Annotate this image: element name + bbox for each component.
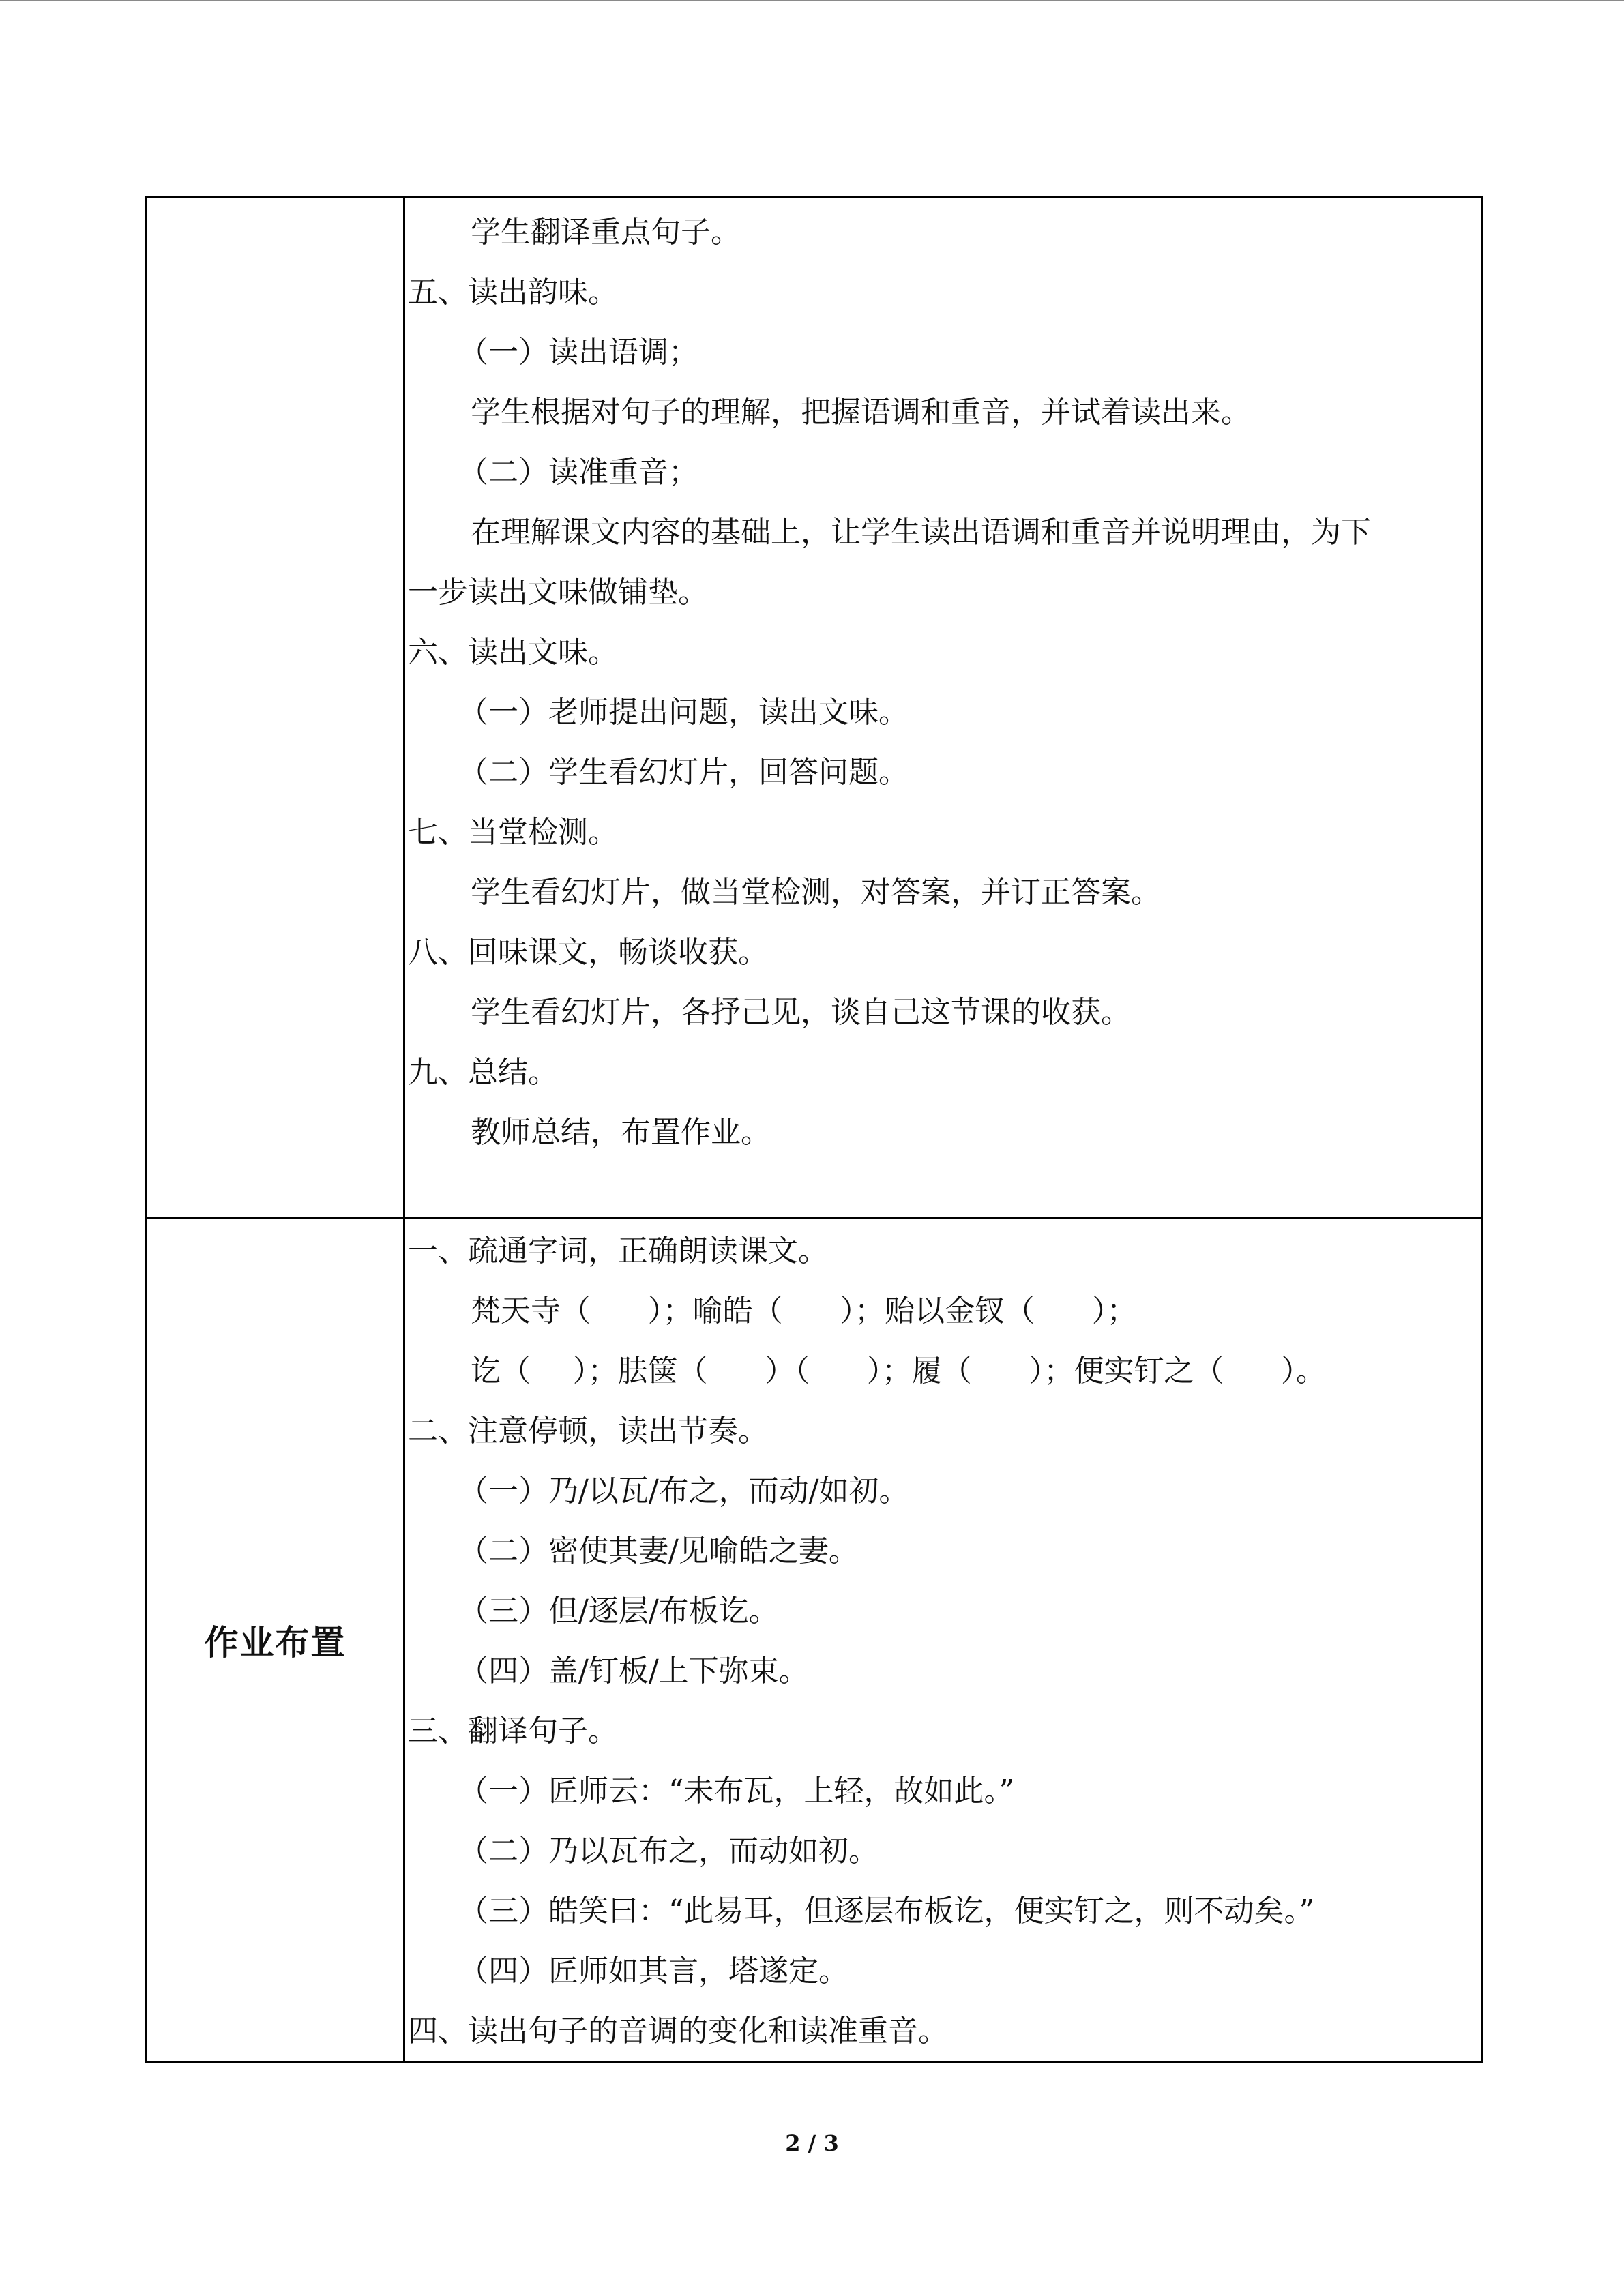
process-line-5: （二）读准重音；	[458, 455, 698, 490]
translate-item-2: （二）乃以瓦布之，而动如初。	[458, 1834, 879, 1868]
vocab-fantiansi: 梵天寺（	[471, 1294, 591, 1328]
homework-item-4: 四、读出句子的音调的变化和读准重音。	[408, 2014, 948, 2048]
teaching-process-label	[147, 198, 403, 1217]
homework-row	[147, 1218, 1483, 2063]
process-line-1: 学生翻译重点句子。	[471, 215, 741, 250]
homework-lines	[405, 1219, 1481, 2061]
translate-item-4: （四）匠师如其言，塔遂定。	[458, 1954, 848, 1988]
vocab-row-1	[405, 1281, 1481, 1341]
process-line-16: 教师总结，布置作业。	[471, 1115, 771, 1150]
vocab-close: ）。	[1280, 1354, 1326, 1388]
homework-label-cell	[147, 1218, 404, 2063]
vocab-yiyijinchai: 贻以金钗（	[885, 1294, 1035, 1328]
homework-item-1: 一、疏通字词，正确朗读课文。	[408, 1234, 828, 1268]
page-top-border	[0, 0, 1624, 1]
process-line-6: 在理解课文内容的基础上，让学生读出语调和重音并说明理由，为下	[471, 515, 1371, 550]
teaching-process-label-cell	[147, 197, 404, 1218]
translate-item-1: （一）匠师云：“未布瓦，上轻，故如此。”	[458, 1774, 1014, 1808]
homework-item-3: 三、翻译句子。	[408, 1714, 618, 1748]
pause-item-3: （三）但/逐层/布板讫。	[458, 1594, 779, 1628]
process-line-3: （一）读出语调；	[458, 335, 698, 370]
pause-item-1: （一）乃/以瓦/布之，而动/如初。	[458, 1474, 909, 1508]
page-number: 2 / 3	[785, 2130, 839, 2156]
process-line-7: 一步读出文味做铺垫。	[408, 575, 708, 610]
process-line-12: 学生看幻灯片，做当堂检测，对答案，并订正答案。	[471, 875, 1161, 910]
vocab-bianshidingzhi: 便实钉之（	[1074, 1354, 1224, 1388]
pause-item-4: （四）盖/钉板/上下弥束。	[458, 1654, 809, 1688]
vocab-close: ）；	[1029, 1354, 1074, 1388]
vocab-close: ）（	[765, 1354, 810, 1388]
vocab-close: ）；	[572, 1354, 618, 1388]
process-line-10: （二）学生看幻灯片，回答问题。	[458, 755, 909, 790]
homework-content	[404, 1218, 1483, 2063]
teaching-process-content	[404, 197, 1483, 1218]
lesson-plan-table	[145, 196, 1483, 2063]
vocab-lv: 履（	[911, 1354, 972, 1388]
vocab-close: ）；	[647, 1294, 693, 1328]
process-line-11: 七、当堂检测。	[408, 815, 618, 850]
homework-item-2: 二、注意停顿，读出节奏。	[408, 1414, 768, 1448]
translate-item-3: （三）皓笑曰：“此易耳，但逐层布板讫，便实钉之，则不动矣。”	[458, 1894, 1314, 1928]
process-line-15: 九、总结。	[408, 1055, 558, 1090]
vocab-yuhao: 喻皓（	[692, 1294, 783, 1328]
process-line-14: 学生看幻灯片，各抒己见，谈自己这节课的收获。	[471, 995, 1131, 1030]
vocab-quqie: 胠箧（	[617, 1354, 708, 1388]
vocab-qi: 讫（	[471, 1354, 531, 1388]
process-line-13: 八、回味课文，畅谈收获。	[408, 935, 768, 970]
vocab-row-2	[405, 1341, 1481, 1401]
teaching-process-lines	[405, 198, 1481, 1163]
vocab-close: ）；	[866, 1354, 912, 1388]
teaching-process-row	[147, 197, 1483, 1218]
process-line-9: （一）老师提出问题，读出文味。	[458, 695, 909, 730]
homework-label: 作业布置	[204, 1623, 346, 1663]
process-line-4: 学生根据对句子的理解，把握语调和重音，并试着读出来。	[471, 395, 1251, 430]
vocab-close: ）；	[840, 1294, 885, 1328]
process-line-8: 六、读出文味。	[408, 635, 618, 670]
pause-item-2: （二）密使其妻/见喻皓之妻。	[458, 1534, 859, 1568]
vocab-close: ）；	[1091, 1294, 1137, 1328]
process-line-2: 五、读出韵味。	[408, 275, 618, 310]
